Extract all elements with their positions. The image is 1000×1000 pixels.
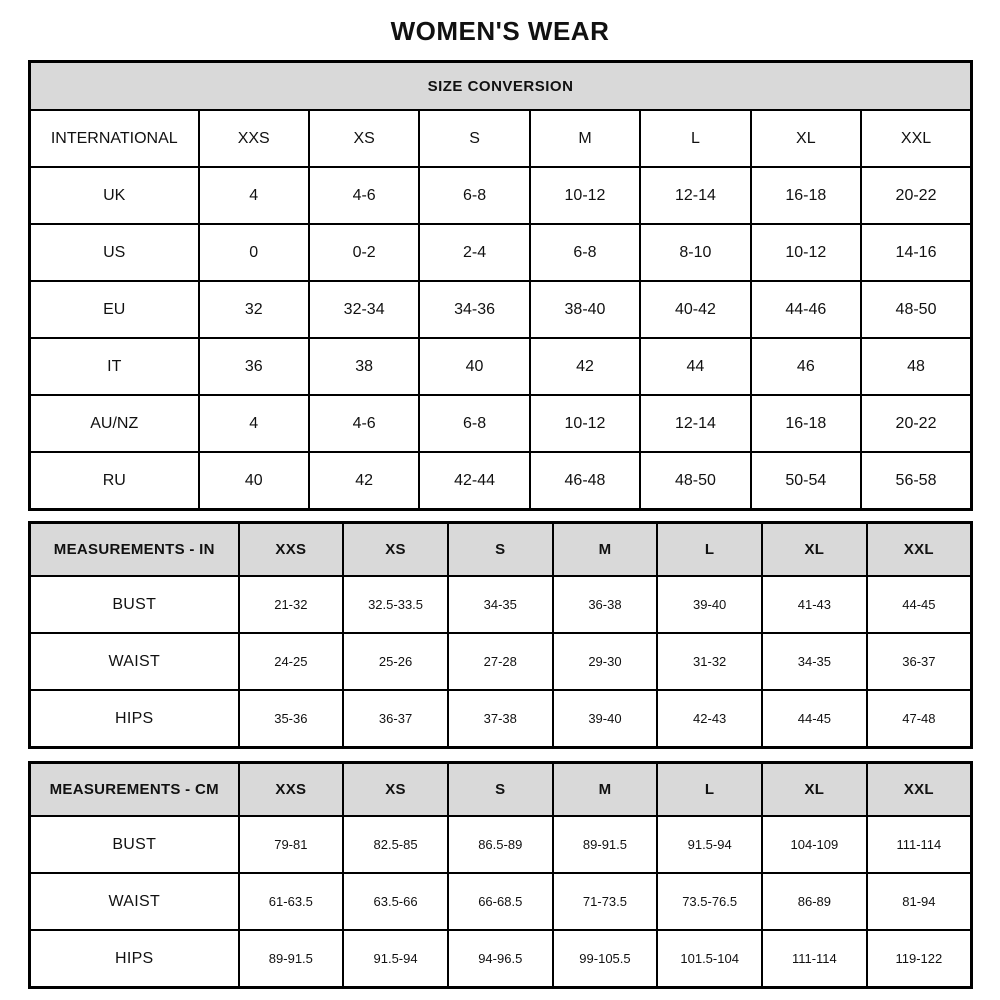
size-header-cell: L bbox=[657, 763, 762, 817]
value-cell: 39-40 bbox=[553, 690, 658, 748]
value-cell: 38 bbox=[309, 338, 419, 395]
value-cell: 32-34 bbox=[309, 281, 419, 338]
value-cell: 35-36 bbox=[239, 690, 344, 748]
table-row bbox=[30, 873, 972, 930]
row-label-cell: RU bbox=[30, 452, 199, 510]
value-cell: 34-35 bbox=[448, 576, 553, 633]
value-cell: 40 bbox=[199, 452, 309, 510]
value-cell: 6-8 bbox=[419, 167, 529, 224]
size-header-cell: S bbox=[448, 763, 553, 817]
value-cell: 91.5-94 bbox=[343, 930, 448, 988]
size-header-cell: L bbox=[640, 110, 750, 167]
table-header-row bbox=[30, 523, 972, 577]
value-cell: 41-43 bbox=[762, 576, 867, 633]
value-cell: 4 bbox=[199, 395, 309, 452]
value-cell: 111-114 bbox=[762, 930, 867, 988]
row-label-cell: WAIST bbox=[30, 633, 239, 690]
value-cell: 71-73.5 bbox=[553, 873, 658, 930]
value-cell: 8-10 bbox=[640, 224, 750, 281]
value-cell: 20-22 bbox=[861, 395, 971, 452]
value-cell: 44-45 bbox=[762, 690, 867, 748]
value-cell: 44-46 bbox=[751, 281, 861, 338]
size-header-cell: S bbox=[419, 110, 529, 167]
value-cell: 91.5-94 bbox=[657, 816, 762, 873]
value-cell: 31-32 bbox=[657, 633, 762, 690]
value-cell: 82.5-85 bbox=[343, 816, 448, 873]
table-row bbox=[30, 930, 972, 988]
value-cell: 40-42 bbox=[640, 281, 750, 338]
value-cell: 10-12 bbox=[530, 395, 640, 452]
row-label-cell: BUST bbox=[30, 576, 239, 633]
row-label-cell: EU bbox=[30, 281, 199, 338]
size-header-cell: XL bbox=[751, 110, 861, 167]
value-cell: 6-8 bbox=[530, 224, 640, 281]
value-cell: 4-6 bbox=[309, 395, 419, 452]
table-row bbox=[30, 690, 972, 748]
value-cell: 34-35 bbox=[762, 633, 867, 690]
value-cell: 48 bbox=[861, 338, 971, 395]
value-cell: 10-12 bbox=[530, 167, 640, 224]
value-cell: 36-37 bbox=[867, 633, 972, 690]
value-cell: 48-50 bbox=[861, 281, 971, 338]
value-cell: 34-36 bbox=[419, 281, 529, 338]
value-cell: 21-32 bbox=[239, 576, 344, 633]
size-header-cell: XS bbox=[343, 763, 448, 817]
row-label-cell: WAIST bbox=[30, 873, 239, 930]
row-label-cell: BUST bbox=[30, 816, 239, 873]
table-row bbox=[30, 816, 972, 873]
size-header-cell: XL bbox=[762, 523, 867, 577]
size-header-cell: M bbox=[553, 763, 658, 817]
value-cell: 42 bbox=[309, 452, 419, 510]
table-row bbox=[30, 224, 972, 281]
value-cell: 44 bbox=[640, 338, 750, 395]
value-cell: 111-114 bbox=[867, 816, 972, 873]
row-label-cell: HIPS bbox=[30, 930, 239, 988]
table-row bbox=[30, 167, 972, 224]
value-cell: 79-81 bbox=[239, 816, 344, 873]
value-cell: 12-14 bbox=[640, 395, 750, 452]
value-cell: 0-2 bbox=[309, 224, 419, 281]
value-cell: 16-18 bbox=[751, 167, 861, 224]
value-cell: 40 bbox=[419, 338, 529, 395]
value-cell: 94-96.5 bbox=[448, 930, 553, 988]
value-cell: 56-58 bbox=[861, 452, 971, 510]
row-label-cell: US bbox=[30, 224, 199, 281]
row-header-label: INTERNATIONAL bbox=[30, 110, 199, 167]
value-cell: 42-44 bbox=[419, 452, 529, 510]
table-row bbox=[30, 338, 972, 395]
value-cell: 12-14 bbox=[640, 167, 750, 224]
value-cell: 39-40 bbox=[657, 576, 762, 633]
value-cell: 46 bbox=[751, 338, 861, 395]
value-cell: 20-22 bbox=[861, 167, 971, 224]
size-header-cell: XXS bbox=[199, 110, 309, 167]
value-cell: 4 bbox=[199, 167, 309, 224]
size-header-cell: XL bbox=[762, 763, 867, 817]
value-cell: 86-89 bbox=[762, 873, 867, 930]
size-header-cell: S bbox=[448, 523, 553, 577]
value-cell: 73.5-76.5 bbox=[657, 873, 762, 930]
size-header-cell: XXL bbox=[867, 523, 972, 577]
size-header-cell: XS bbox=[309, 110, 419, 167]
value-cell: 38-40 bbox=[530, 281, 640, 338]
table-title: SIZE CONVERSION bbox=[30, 62, 972, 111]
size-header-cell: XXL bbox=[867, 763, 972, 817]
value-cell: 6-8 bbox=[419, 395, 529, 452]
value-cell: 14-16 bbox=[861, 224, 971, 281]
page-title: WOMEN'S WEAR bbox=[390, 16, 610, 46]
value-cell: 104-109 bbox=[762, 816, 867, 873]
value-cell: 61-63.5 bbox=[239, 873, 344, 930]
value-cell: 27-28 bbox=[448, 633, 553, 690]
value-cell: 36 bbox=[199, 338, 309, 395]
table-banner-row bbox=[30, 62, 972, 111]
row-header-label: MEASUREMENTS - IN bbox=[30, 523, 239, 577]
value-cell: 10-12 bbox=[751, 224, 861, 281]
size-header-cell: XS bbox=[343, 523, 448, 577]
value-cell: 37-38 bbox=[448, 690, 553, 748]
value-cell: 24-25 bbox=[239, 633, 344, 690]
value-cell: 32.5-33.5 bbox=[343, 576, 448, 633]
measurements-in-table bbox=[28, 521, 973, 749]
row-label-cell: HIPS bbox=[30, 690, 239, 748]
row-label-cell: AU/NZ bbox=[30, 395, 199, 452]
value-cell: 89-91.5 bbox=[239, 930, 344, 988]
value-cell: 46-48 bbox=[530, 452, 640, 510]
value-cell: 101.5-104 bbox=[657, 930, 762, 988]
size-header-cell: XXS bbox=[239, 523, 344, 577]
value-cell: 48-50 bbox=[640, 452, 750, 510]
value-cell: 86.5-89 bbox=[448, 816, 553, 873]
value-cell: 89-91.5 bbox=[553, 816, 658, 873]
value-cell: 32 bbox=[199, 281, 309, 338]
value-cell: 42 bbox=[530, 338, 640, 395]
value-cell: 4-6 bbox=[309, 167, 419, 224]
value-cell: 0 bbox=[199, 224, 309, 281]
table-row bbox=[30, 452, 972, 510]
size-header-cell: XXS bbox=[239, 763, 344, 817]
row-label-cell: IT bbox=[30, 338, 199, 395]
size-header-cell: XXL bbox=[861, 110, 971, 167]
value-cell: 63.5-66 bbox=[343, 873, 448, 930]
value-cell: 25-26 bbox=[343, 633, 448, 690]
value-cell: 50-54 bbox=[751, 452, 861, 510]
value-cell: 44-45 bbox=[867, 576, 972, 633]
size-header-cell: L bbox=[657, 523, 762, 577]
value-cell: 66-68.5 bbox=[448, 873, 553, 930]
value-cell: 36-37 bbox=[343, 690, 448, 748]
row-label-cell: UK bbox=[30, 167, 199, 224]
table-row bbox=[30, 633, 972, 690]
value-cell: 2-4 bbox=[419, 224, 529, 281]
measurements-cm-table bbox=[28, 761, 973, 989]
value-cell: 29-30 bbox=[553, 633, 658, 690]
value-cell: 16-18 bbox=[751, 395, 861, 452]
value-cell: 36-38 bbox=[553, 576, 658, 633]
row-header-label: MEASUREMENTS - CM bbox=[30, 763, 239, 817]
value-cell: 119-122 bbox=[867, 930, 972, 988]
value-cell: 99-105.5 bbox=[553, 930, 658, 988]
size-header-cell: M bbox=[553, 523, 658, 577]
value-cell: 81-94 bbox=[867, 873, 972, 930]
table-row bbox=[30, 281, 972, 338]
table-row bbox=[30, 395, 972, 452]
table-row bbox=[30, 576, 972, 633]
value-cell: 42-43 bbox=[657, 690, 762, 748]
size-conversion-table bbox=[28, 60, 973, 511]
table-header-row bbox=[30, 763, 972, 817]
table-header-row bbox=[30, 110, 972, 167]
size-header-cell: M bbox=[530, 110, 640, 167]
value-cell: 47-48 bbox=[867, 690, 972, 748]
